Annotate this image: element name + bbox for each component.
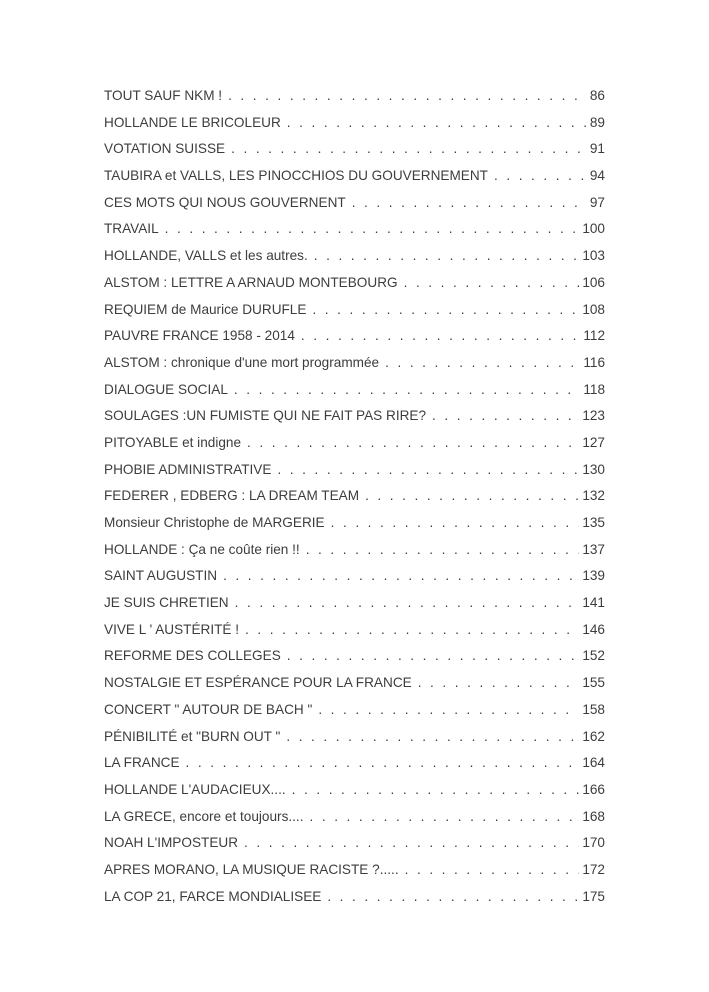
dot-leader [292, 777, 580, 804]
toc-entry-page: 132 [582, 488, 605, 504]
dot-leader [247, 430, 579, 457]
toc-entry-page: 168 [582, 808, 605, 824]
dot-leader [306, 537, 580, 564]
toc-entry-page: 86 [589, 88, 605, 103]
table-of-contents [104, 83, 605, 910]
toc-entry [104, 670, 605, 697]
toc-entry-page: 172 [582, 861, 605, 877]
toc-entry [104, 617, 605, 644]
toc-entry [104, 163, 605, 190]
toc-entry [104, 403, 605, 430]
toc-entry [104, 830, 605, 857]
toc-entry-title: CES MOTS QUI NOUS GOUVERNENT [104, 194, 346, 210]
toc-entry-title: SOULAGES :UN FUMISTE QUI NE FAIT PAS RIRE? [104, 408, 427, 424]
toc-entry-title: Monsieur Christophe de MARGERIE [104, 515, 325, 530]
dot-leader [301, 323, 580, 350]
toc-entry-title: HOLLANDE, VALLS et les autres. [104, 248, 308, 264]
toc-entry-title: TAUBIRA et VALLS, LES PINOCCHIOS DU GOUVERNEMENT [104, 168, 488, 184]
toc-entry-title: APRES MORANO, LA MUSIQUE RACISTE ?..... [104, 861, 399, 877]
toc-entry-page: 146 [582, 621, 605, 637]
toc-entry [104, 884, 605, 911]
dot-leader [244, 830, 579, 857]
toc-entry-page: 155 [582, 675, 605, 691]
toc-entry-title: SAINT AUGUSTIN [104, 568, 218, 584]
dot-leader [234, 377, 580, 404]
toc-entry-page: 166 [582, 781, 605, 797]
toc-entry-page: 130 [582, 461, 605, 477]
dot-leader [432, 403, 579, 430]
toc-entry-page: 94 [589, 168, 605, 184]
toc-entry-title: NOSTALGIE ET ESPÉRANCE POUR LA FRANCE [104, 675, 412, 691]
toc-entry-page: 141 [582, 595, 605, 611]
toc-entry-title: PAUVRE FRANCE 1958 - 2014 [104, 328, 295, 344]
dot-leader [494, 163, 587, 190]
dot-leader [318, 697, 579, 724]
dot-leader [312, 297, 579, 324]
dot-leader [287, 643, 580, 670]
toc-entry-title: LA FRANCE [104, 755, 180, 771]
dot-leader [223, 563, 579, 590]
dot-leader [352, 190, 587, 217]
toc-entry-title: VIVE L ' AUSTÉRITÉ ! [104, 621, 240, 637]
dot-leader [165, 216, 580, 243]
toc-entry-title: TRAVAIL [104, 221, 159, 237]
dot-leader [365, 483, 579, 510]
toc-entry [104, 483, 605, 510]
dot-leader [286, 724, 579, 751]
toc-entry-title: PHOBIE ADMINISTRATIVE [104, 461, 272, 477]
toc-entry [104, 377, 605, 404]
toc-entry [104, 563, 605, 590]
toc-entry [104, 270, 605, 297]
toc-entry-title: HOLLANDE : Ça ne coûte rien !! [104, 541, 300, 557]
toc-entry [104, 323, 605, 350]
toc-entry-title: DIALOGUE SOCIAL [104, 381, 228, 397]
toc-entry-title: REFORME DES COLLEGES [104, 648, 281, 664]
toc-entry [104, 350, 605, 377]
toc-entry-title: ALSTOM : chronique d'une mort programmée [104, 354, 380, 370]
toc-entry-page: 158 [582, 701, 605, 717]
dot-leader [331, 510, 580, 537]
toc-entry-title: HOLLANDE LE BRICOLEUR [104, 114, 281, 130]
toc-entry [104, 457, 605, 484]
dot-leader [186, 750, 580, 777]
toc-entry [104, 857, 605, 884]
toc-entry-title: JE SUIS CHRETIEN [104, 595, 229, 611]
toc-entry-page: 123 [582, 408, 605, 424]
toc-entry-title: ALSTOM : LETTRE A ARNAUD MONTEBOURG [104, 274, 398, 290]
dot-leader [245, 617, 579, 644]
toc-entry [104, 83, 605, 110]
toc-entry-page: 152 [582, 648, 605, 664]
toc-entry-page: 170 [582, 835, 605, 851]
dot-leader [228, 83, 587, 110]
toc-entry-title: PÉNIBILITÉ et "BURN OUT " [104, 728, 281, 744]
toc-entry [104, 136, 605, 163]
toc-entry [104, 430, 605, 457]
toc-entry-page: 118 [583, 381, 605, 397]
toc-entry-title: FEDERER , EDBERG : LA DREAM TEAM [104, 488, 360, 504]
toc-entry-page: 89 [589, 114, 605, 130]
toc-entry-page: 97 [589, 194, 605, 210]
toc-entry-page: 103 [582, 248, 605, 264]
toc-entry-page: 116 [583, 354, 605, 370]
toc-entry-title: LA GRECE, encore et toujours.... [104, 808, 304, 824]
toc-entry [104, 590, 605, 617]
toc-entry [104, 537, 605, 564]
toc-entry [104, 110, 605, 137]
dot-leader [287, 110, 587, 137]
toc-entry [104, 724, 605, 751]
toc-entry-title: CONCERT " AUTOUR DE BACH " [104, 701, 313, 717]
toc-entry [104, 243, 605, 270]
dot-leader [235, 590, 580, 617]
dot-leader [385, 350, 580, 377]
toc-entry-title: VOTATION SUISSE [104, 141, 226, 157]
toc-entry [104, 190, 605, 217]
toc-entry-page: 127 [582, 434, 605, 450]
dot-leader [314, 243, 580, 270]
dot-leader [309, 804, 579, 831]
dot-leader [277, 457, 579, 484]
toc-entry-title: HOLLANDE L'AUDACIEUX.... [104, 781, 286, 797]
dot-leader [418, 670, 580, 697]
toc-entry-page: 164 [582, 755, 605, 771]
toc-entry-title: PITOYABLE et indigne [104, 434, 242, 450]
toc-entry [104, 297, 605, 324]
toc-entry-page: 175 [582, 888, 605, 904]
toc-entry-page: 139 [582, 568, 605, 584]
toc-entry-title: TOUT SAUF NKM ! [104, 88, 223, 103]
dot-leader [405, 857, 580, 884]
dot-leader [404, 270, 580, 297]
toc-entry-title: REQUIEM de Maurice DURUFLE [104, 301, 307, 317]
toc-entry-page: 100 [582, 221, 605, 237]
toc-entry-page: 162 [582, 728, 605, 744]
toc-entry-title: NOAH L'IMPOSTEUR [104, 835, 239, 851]
toc-entry-page: 91 [589, 141, 605, 157]
toc-entry [104, 643, 605, 670]
toc-entry [104, 804, 605, 831]
toc-entry-page: 112 [583, 328, 605, 344]
toc-entry-page: 137 [582, 541, 605, 557]
toc-entry-page: 108 [582, 301, 605, 317]
toc-entry-page: 106 [582, 274, 605, 290]
toc-entry-page: 135 [582, 515, 605, 530]
toc-entry [104, 510, 605, 537]
toc-entry-title: LA COP 21, FARCE MONDIALISEE [104, 888, 322, 904]
toc-entry [104, 216, 605, 243]
dot-leader [231, 136, 587, 163]
toc-entry [104, 777, 605, 804]
dot-leader [327, 884, 579, 911]
toc-entry [104, 750, 605, 777]
toc-entry [104, 697, 605, 724]
